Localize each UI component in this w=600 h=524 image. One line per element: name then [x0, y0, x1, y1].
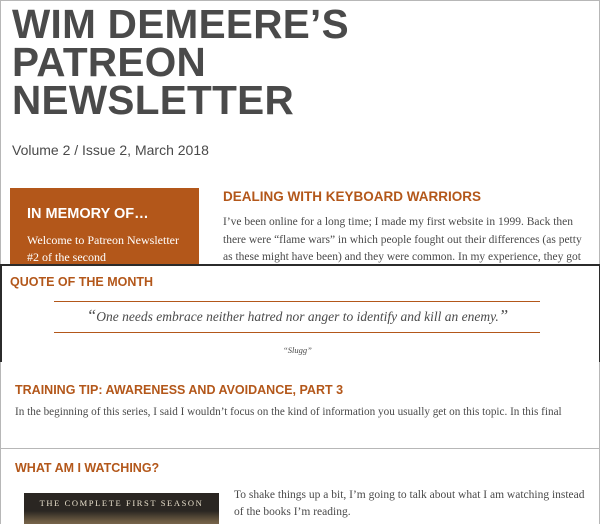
keyboard-warriors-heading: DEALING WITH KEYBOARD WARRIORS	[223, 189, 481, 204]
quote-body: One needs embrace neither hatred nor anger to identify and kill an enemy.	[96, 309, 499, 324]
memory-text: Welcome to Patreon Newsletter #2 of the second	[27, 233, 179, 264]
keyboard-warriors-text: I’ve been online for a long time; I made my first website in 1999. Back then there were “flame wars” in which people fought out their differences (as petty as these might have been) and they were common. In my experience, they got	[223, 216, 582, 263]
quote-heading: QUOTE OF THE MONTH	[10, 275, 154, 289]
training-panel	[0, 362, 600, 448]
quote-source: “Slugg”	[283, 345, 312, 355]
quote-panel	[0, 264, 600, 366]
memory-heading: IN MEMORY OF…	[27, 206, 149, 222]
watching-panel	[0, 448, 600, 524]
quote-text	[2, 306, 593, 326]
quote-rule-top	[54, 301, 540, 302]
memory-box	[10, 188, 199, 265]
watching-text: To shake things up a bit, I’m going to talk about what I am watching instead of the books I’m reading.	[234, 489, 585, 518]
newsletter-title: WIM DEMEERE’S PATREON NEWSLETTER	[12, 1, 349, 123]
dvd-cover-label: THE COMPLETE FIRST SEASON	[39, 498, 204, 508]
training-text: In the beginning of this series, I said I wouldn’t focus on the kind of information you usually get on this topic. In this final	[15, 406, 562, 418]
training-heading: TRAINING TIP: AWARENESS AND AVOIDANCE, PART 3	[15, 383, 344, 397]
quote-rule-bottom	[54, 332, 540, 333]
quote-close-mark: ”	[498, 306, 509, 325]
dvd-cover-image	[24, 493, 219, 524]
watching-heading: WHAT AM I WATCHING?	[15, 461, 160, 475]
quote-open-mark: “	[86, 306, 97, 325]
issue-info: Volume 2 / Issue 2, March 2018	[12, 142, 209, 158]
